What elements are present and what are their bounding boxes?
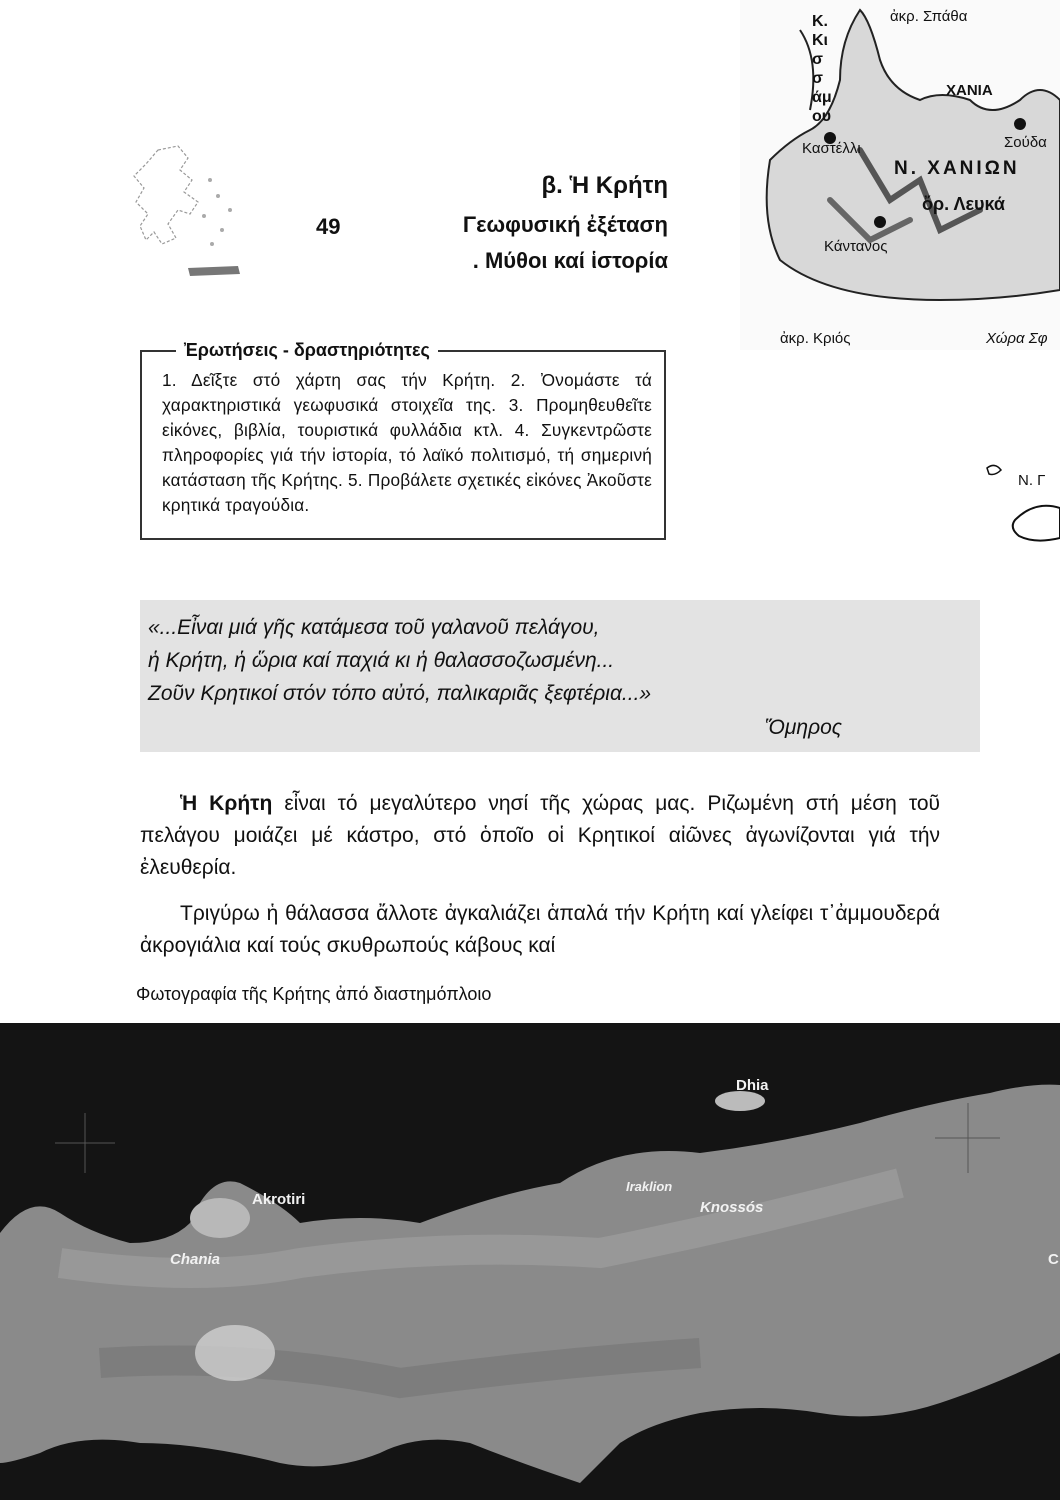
paragraph-1-text: εἶναι τό μεγαλύτερο νησί τῆς χώρας μας. Ριζωμένη στή μέση τοῦ πελάγου μοιάζει μέ κάστρο, στό ὁποῖο οἱ Κρητικοί αἰῶνες ἀγωνίζονται γιά τήν ἐλευθερία.: [140, 792, 940, 879]
greece-locator-map: [118, 140, 248, 290]
crete-highlight: [188, 266, 240, 276]
island-outline: [985, 460, 1060, 550]
photo-label-dhia: Dhia: [736, 1077, 769, 1094]
paragraph-2: Τριγύρω ἡ θάλασσα ἄλλοτε ἀγκαλιάζει ἁπαλά τήν Κρήτη καί γλείφει τ᾽ἀμμουδερά ἀκρογιάλια καί τούς σκυθρωπούς κάβους καί: [140, 902, 940, 957]
poem-author: Ὅμηρος: [764, 716, 842, 739]
map-label-kastelli: Καστέλλι: [802, 140, 861, 157]
crete-satellite-shape: [0, 1023, 1060, 1500]
lesson-number: 49: [316, 214, 341, 239]
subtitle-geophysical: Γεωφυσική ἐξέταση: [462, 212, 668, 237]
paragraph-1: [140, 788, 940, 884]
map-label-cape-spatha: ἀκρ. Σπάθα: [890, 8, 968, 25]
page-title: β. Ἡ Κρήτη: [541, 172, 668, 199]
map-label-gulf-kissamou: Κ. Κισσάμου: [812, 13, 832, 125]
map-label-cape-krios: ἀκρ. Κριός: [780, 330, 851, 347]
map-label-chania: ΧΑΝΙΑ: [946, 82, 993, 99]
map-label-lefka-ori: ὄρ. Λευκά: [922, 194, 1005, 214]
poem-quote: [140, 600, 980, 752]
photo-label-akrotiri: Akrotiri: [252, 1191, 306, 1208]
questions-text: 1. Δεῖξτε στό χάρτη σας τήν Κρήτη. 2. Ὀνομάστε τά χαρακτηριστικά γεωφυσικά στοιχεῖα της. 3. Προμηθευθεῖτε εἰκόνες, βιβλία, τουριστικά φυλλάδια κτλ. 4. Συγκεντρῶστε πληροφορίες γιά τήν ἱστορία, τό λαϊκό πολιτισμό, τή σημερινή κατάσταση τῆς Κρήτης. 5. Προβάλετε σχετικές εἰκόνες Ἀκοῦστε κρητικά τραγούδια.: [162, 370, 652, 515]
poem-line-1: «...Εἶναι μιά γῆς κατάμεσα τοῦ γαλανοῦ πελάγου,: [148, 616, 600, 639]
questions-box: [140, 340, 666, 540]
crete-west-map: [740, 0, 1060, 350]
poem-line-3: Ζοῦν Κρητικοί στόν τόπο αὐτό, παλικαριᾶς ξεφτέρια...»: [148, 682, 652, 705]
photo-label-chania: Chania: [170, 1251, 221, 1268]
satellite-photo: [0, 1023, 1060, 1500]
map-label-n-fragment: Ν. Γ: [1018, 472, 1046, 489]
photo-label-knossos: Knossós: [700, 1199, 764, 1216]
poem-line-2: ἡ Κρήτη, ἡ ὥρια καί παχιά κι ἡ θαλασσοζωσμένη...: [148, 649, 615, 672]
map-label-souda: Σούδα: [1004, 134, 1047, 151]
subtitle-myths-history: . Μύθοι καί ἱστορία: [472, 248, 668, 273]
photo-label-edge-c: C: [1048, 1251, 1059, 1268]
questions-title: Ἐρωτήσεις - δραστηριότητες: [176, 340, 438, 361]
map-label-kantanos: Κάντανος: [824, 238, 888, 255]
map-label-chora-sfakion: Χώρα Σφ: [986, 330, 1048, 347]
photo-caption: Φωτογραφία τῆς Κρήτης ἀπό διαστημόπλοιο: [136, 984, 492, 1004]
map-label-prefecture-chania: Ν. ΧΑΝΙΩΝ: [894, 158, 1020, 179]
paragraph-1-bold: Ἡ Κρήτη: [180, 792, 273, 815]
photo-label-iraklion: Iraklion: [626, 1179, 673, 1194]
